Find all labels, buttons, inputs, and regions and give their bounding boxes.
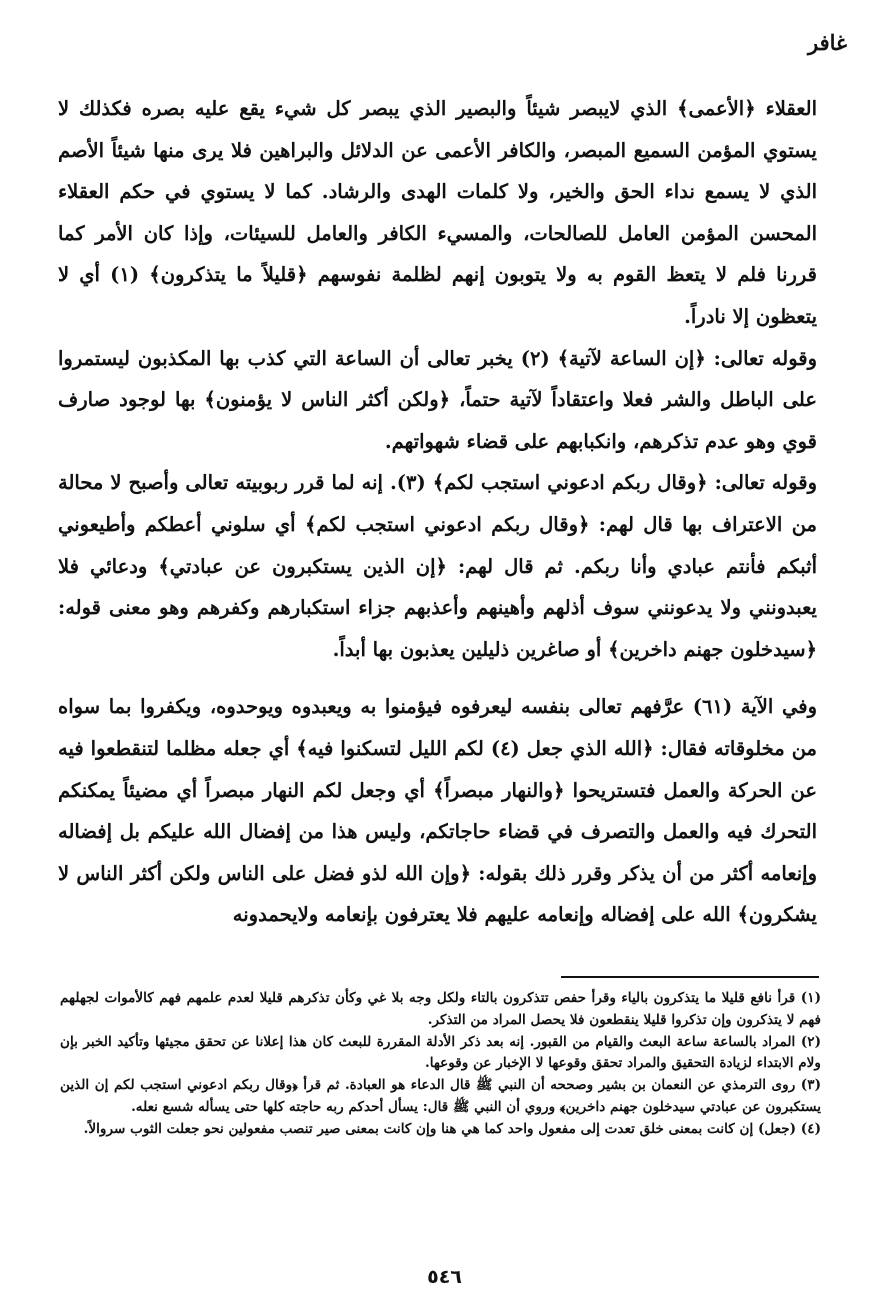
footnote-1: (١) قرأ نافع قليلا ما يتذكرون بالياء وقرأ حفص تتذكرون بالتاء ولكل وجه بلا غي وكأن تذكرهم قليلا لعدم علمهم فهم كالأموات لجهلهم فهم لا يتذكرون وإن تذكروا قليلا ينقطعون فلا يحصل المراد من التذكر. — [60, 990, 821, 1028]
footnote-divider — [561, 976, 819, 978]
footnote-3: (٣) روى الترمذي عن النعمان بن بشير وصححه أن النبي ﷺ قال الدعاء هو العبادة. ثم قرأ ﴿وقال ربكم ادعوني استجب لكم إن الذين يستكبرون عن عبادتي سيدخلون جهنم داخرين﴾ وروي أن النبي ﷺ قال: يسأل أحدكم ربه حاجته كلها حتى يسأله شسع نعله. — [60, 1077, 821, 1115]
paragraph-1: العقلاء ﴿الأعمى﴾ الذي لايبصر شيئاً والبصير الذي يبصر كل شيء يقع عليه بصره فكذلك لا يستوي المؤمن السميع المبصر، والكافر الأعمى عن الدلائل والبراهين فلا يرى منها شيئاً الأصم الذي لا يسمع نداء الحق والخير، ولا كلمات الهدى والرشاد. كما لا يستوي في حكم العقلاء المحسن المؤمن العامل للصالحات، والمسيء الكافر والعامل للسيئات، وإذا كان الأمر كما قررنا فلم لا يتعظ القوم به ولا يتوبون إنهم لظلمة نفوسهم ﴿قليلاً ما يتذكرون﴾ (١) أي لا يتعظون إلا نادراً. — [58, 97, 818, 328]
paragraph-3: وقوله تعالى: ﴿وقال ربكم ادعوني استجب لكم﴾ (٣). إنه لما قرر ربوبيته تعالى وأصبح لا محالة من الاعتراف بها قال لهم: ﴿وقال ربكم ادعوني استجب لكم﴾ أي سلوني أعطكم وأطيعوني أثبكم فأنتم عبادي وأنا ربكم. ثم قال لهم: ﴿إن الذين يستكبرون عن عبادتي﴾ ودعائي فلا يعبدونني ولا يدعونني سوف أذلهم وأهينهم وأعذبهم جزاء استكبارهم وكفرهم وهو معنى قوله: ﴿سيدخلون جهنم داخرين﴾ أو صاغرين ذليلين يعذبون بها أبداً. — [58, 471, 818, 661]
footnotes — [60, 988, 821, 1141]
paragraph-4: وفي الآية (٦١) عرَّفهم تعالى بنفسه ليعرفوه فيؤمنوا به ويعبدوه ويوحدوه، ويكفروا بما سواه من مخلوقاته فقال: ﴿الله الذي جعل (٤) لكم الليل لتسكنوا فيه﴾ أي جعله مظلما لتنقطعوا فيه عن الحركة والعمل فتستريحوا ﴿والنهار مبصراً﴾ أي وجعل لكم النهار مبصراً أي مضيئاً يمكنكم التحرك فيه والعمل والتصرف في قضاء حاجاتكم، وليس هذا من إفضال الله عليكم بل إفضاله وإنعامه أكثر من أن يذكر وقرر ذلك بقوله: ﴿وإن الله لذو فضل على الناس ولكن أكثر الناس لا يشكرون﴾ الله على إفضاله وإنعامه عليهم فلا يعترفون بإنعامه ولايحمدونه — [58, 695, 817, 927]
main-text — [58, 88, 817, 936]
surah-name-header: غافر — [807, 30, 847, 55]
paragraph-2: وقوله تعالى: ﴿إن الساعة لآتية﴾ (٢) يخبر تعالى أن الساعة التي كذب بها المكذبون ليستمروا على الباطل والشر فعلا واعتقاداً لآتية حتماً، ﴿ولكن أكثر الناس لا يؤمنون﴾ بها لوجود صارف قوي وهو عدم تذكرهم، وانكبابهم على قضاء شهواتهم. — [58, 346, 817, 453]
footnote-4: (٤) (جعل) إن كانت بمعنى خلق تعدت إلى مفعول واحد كما هي هنا وإن كانت بمعنى صير تنصب مفعولين نحو جعلت الثوب سروالاً. — [83, 1120, 821, 1137]
footnote-2: (٢) المراد بالساعة ساعة البعث والقيام من القبور. إنه بعد ذكر الأدلة المقررة للبعث كان هذا إعلانا عن تحقق مجيئها وتأكيد الخبر بإن ولام الابتداء لزيادة التحقيق والمراد تحقق وقوعها لا الإخبار عن وقوعها. — [60, 1033, 821, 1072]
page-number: ٥٤٦ — [427, 1266, 462, 1288]
